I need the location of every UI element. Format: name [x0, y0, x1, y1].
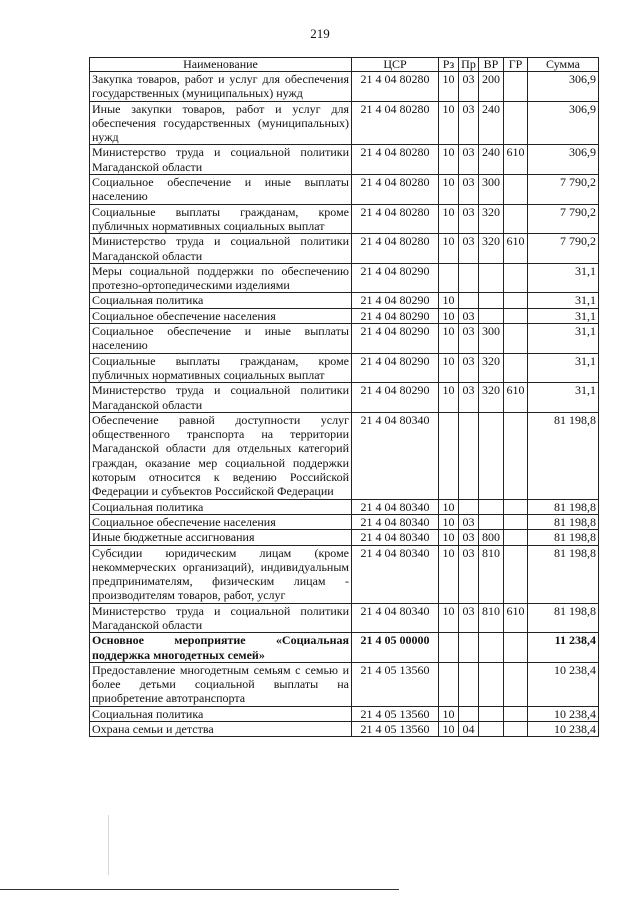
cell-name: Министерство труда и социальной политики Магаданской области	[90, 603, 352, 633]
cell-rz: 10	[439, 175, 459, 205]
cell-sum: 7 790,2	[528, 234, 599, 264]
cell-rz: 10	[439, 530, 459, 545]
cell-sum: 31,1	[528, 324, 599, 354]
cell-rz: 10	[439, 603, 459, 633]
cell-rz	[439, 412, 459, 499]
table-row	[90, 706, 599, 721]
cell-rz: 10	[439, 293, 459, 308]
cell-gr: 610	[504, 234, 528, 264]
cell-rz	[439, 263, 459, 293]
cell-csr: 21 4 04 80290	[352, 308, 439, 323]
cell-name: Основное мероприятие «Социальная поддержка многодетных семей»	[90, 633, 352, 663]
cell-pr: 04	[459, 722, 479, 737]
cell-vr: 320	[479, 383, 504, 413]
cell-rz: 10	[439, 324, 459, 354]
cell-name: Министерство труда и социальной политики Магаданской области	[90, 234, 352, 264]
cell-rz: 10	[439, 353, 459, 383]
cell-gr	[504, 514, 528, 529]
footer-rule	[0, 889, 399, 890]
table-row	[90, 530, 599, 545]
table-row	[90, 412, 599, 499]
cell-sum: 306,9	[528, 145, 599, 175]
cell-vr	[479, 706, 504, 721]
cell-csr: 21 4 04 80280	[352, 72, 439, 102]
cell-sum: 306,9	[528, 72, 599, 102]
cell-sum: 31,1	[528, 263, 599, 293]
column-header-gr: ГР	[504, 58, 528, 72]
cell-pr: 03	[459, 101, 479, 145]
cell-sum: 10 238,4	[528, 722, 599, 737]
table-row	[90, 72, 599, 102]
cell-csr: 21 4 04 80340	[352, 514, 439, 529]
cell-pr: 03	[459, 383, 479, 413]
cell-pr	[459, 263, 479, 293]
cell-pr: 03	[459, 324, 479, 354]
cell-vr	[479, 499, 504, 514]
cell-name: Предоставление многодетным семьям с семью и более детьми социальной выплаты на приобретение автотранспорта	[90, 662, 352, 706]
column-header-pr: Пр	[459, 58, 479, 72]
cell-rz: 10	[439, 204, 459, 234]
table-row	[90, 308, 599, 323]
cell-vr	[479, 263, 504, 293]
table-row	[90, 101, 599, 145]
table-row	[90, 722, 599, 737]
cell-csr: 21 4 05 00000	[352, 633, 439, 663]
cell-pr: 03	[459, 353, 479, 383]
cell-gr	[504, 353, 528, 383]
table-row	[90, 499, 599, 514]
cell-rz: 10	[439, 499, 459, 514]
cell-csr: 21 4 04 80290	[352, 383, 439, 413]
cell-csr: 21 4 04 80290	[352, 293, 439, 308]
cell-rz	[439, 662, 459, 706]
cell-vr: 320	[479, 204, 504, 234]
budget-table	[89, 57, 599, 737]
cell-sum: 31,1	[528, 293, 599, 308]
cell-name: Охрана семьи и детства	[90, 722, 352, 737]
cell-vr	[479, 514, 504, 529]
cell-name: Социальное обеспечение и иные выплаты населению	[90, 175, 352, 205]
cell-sum: 10 238,4	[528, 662, 599, 706]
table-row	[90, 662, 599, 706]
cell-rz: 10	[439, 308, 459, 323]
cell-name: Иные бюджетные ассигнования	[90, 530, 352, 545]
cell-pr	[459, 412, 479, 499]
cell-name: Социальное обеспечение населения	[90, 514, 352, 529]
table-body	[90, 72, 599, 737]
cell-rz: 10	[439, 383, 459, 413]
cell-pr	[459, 499, 479, 514]
cell-gr	[504, 706, 528, 721]
cell-pr: 03	[459, 234, 479, 264]
cell-csr: 21 4 04 80340	[352, 545, 439, 603]
cell-vr: 240	[479, 145, 504, 175]
scan-artifact-line	[108, 815, 109, 875]
cell-name: Социальная политика	[90, 706, 352, 721]
cell-gr	[504, 633, 528, 663]
cell-pr: 03	[459, 72, 479, 102]
cell-vr	[479, 308, 504, 323]
cell-vr: 320	[479, 353, 504, 383]
cell-sum: 81 198,8	[528, 603, 599, 633]
cell-sum: 31,1	[528, 383, 599, 413]
table-row	[90, 145, 599, 175]
table-row	[90, 383, 599, 413]
cell-gr: 610	[504, 603, 528, 633]
cell-rz: 10	[439, 722, 459, 737]
cell-pr: 03	[459, 308, 479, 323]
cell-vr: 800	[479, 530, 504, 545]
cell-sum: 81 198,8	[528, 412, 599, 499]
cell-sum: 81 198,8	[528, 530, 599, 545]
cell-gr: 610	[504, 383, 528, 413]
cell-gr	[504, 662, 528, 706]
table-row	[90, 514, 599, 529]
cell-name: Обеспечение равной доступности услуг общественного транспорта на территории Магаданской области для отдельных категорий граждан, оказание мер социальной поддержки которым относится к ведению Российской Федерации и субъектов Российской Федерации	[90, 412, 352, 499]
cell-vr: 240	[479, 101, 504, 145]
cell-csr: 21 4 04 80280	[352, 101, 439, 145]
cell-vr: 810	[479, 603, 504, 633]
cell-name: Социальные выплаты гражданам, кроме публичных нормативных социальных выплат	[90, 353, 352, 383]
cell-sum: 10 238,4	[528, 706, 599, 721]
cell-vr	[479, 662, 504, 706]
cell-vr: 810	[479, 545, 504, 603]
cell-gr	[504, 101, 528, 145]
table-row	[90, 633, 599, 663]
cell-sum: 7 790,2	[528, 204, 599, 234]
cell-sum: 11 238,4	[528, 633, 599, 663]
cell-sum: 31,1	[528, 308, 599, 323]
cell-name: Социальное обеспечение и иные выплаты населению	[90, 324, 352, 354]
cell-vr	[479, 633, 504, 663]
cell-csr: 21 4 04 80290	[352, 263, 439, 293]
cell-gr	[504, 722, 528, 737]
cell-name: Социальная политика	[90, 499, 352, 514]
cell-gr	[504, 499, 528, 514]
cell-csr: 21 4 04 80280	[352, 204, 439, 234]
cell-name: Закупка товаров, работ и услуг для обеспечения государственных (муниципальных) нужд	[90, 72, 352, 102]
cell-name: Субсидии юридическим лицам (кроме некоммерческих организаций), индивидуальным предпринимателям, физическим лицам - производителям товаров, работ, услуг	[90, 545, 352, 603]
cell-vr	[479, 293, 504, 308]
cell-name: Министерство труда и социальной политики Магаданской области	[90, 145, 352, 175]
page-number: 219	[310, 26, 330, 41]
table-row	[90, 293, 599, 308]
cell-csr: 21 4 04 80340	[352, 499, 439, 514]
cell-pr	[459, 706, 479, 721]
cell-gr	[504, 293, 528, 308]
cell-gr	[504, 412, 528, 499]
cell-sum: 81 198,8	[528, 545, 599, 603]
cell-gr	[504, 324, 528, 354]
table-row	[90, 234, 599, 264]
cell-gr	[504, 263, 528, 293]
column-header-csr: ЦСР	[352, 58, 439, 72]
cell-pr: 03	[459, 530, 479, 545]
cell-csr: 21 4 04 80280	[352, 145, 439, 175]
cell-rz: 10	[439, 706, 459, 721]
cell-sum: 81 198,8	[528, 514, 599, 529]
cell-vr	[479, 722, 504, 737]
cell-pr: 03	[459, 603, 479, 633]
cell-pr	[459, 662, 479, 706]
column-header-vr: ВР	[479, 58, 504, 72]
cell-name: Министерство труда и социальной политики Магаданской области	[90, 383, 352, 413]
cell-vr: 200	[479, 72, 504, 102]
cell-rz: 10	[439, 101, 459, 145]
cell-gr: 610	[504, 145, 528, 175]
cell-pr: 03	[459, 545, 479, 603]
table-row	[90, 353, 599, 383]
cell-csr: 21 4 04 80280	[352, 234, 439, 264]
cell-gr	[504, 308, 528, 323]
cell-csr: 21 4 04 80280	[352, 175, 439, 205]
cell-gr	[504, 204, 528, 234]
cell-sum: 31,1	[528, 353, 599, 383]
cell-csr: 21 4 04 80340	[352, 603, 439, 633]
cell-gr	[504, 175, 528, 205]
cell-pr: 03	[459, 204, 479, 234]
cell-rz: 10	[439, 145, 459, 175]
cell-vr: 300	[479, 324, 504, 354]
cell-csr: 21 4 05 13560	[352, 722, 439, 737]
cell-pr	[459, 633, 479, 663]
cell-csr: 21 4 04 80290	[352, 324, 439, 354]
cell-rz: 10	[439, 514, 459, 529]
table-row	[90, 603, 599, 633]
cell-rz	[439, 633, 459, 663]
table-row	[90, 263, 599, 293]
cell-pr: 03	[459, 145, 479, 175]
cell-csr: 21 4 04 80290	[352, 353, 439, 383]
cell-pr: 03	[459, 514, 479, 529]
cell-csr: 21 4 05 13560	[352, 706, 439, 721]
cell-csr: 21 4 05 13560	[352, 662, 439, 706]
cell-rz: 10	[439, 545, 459, 603]
table-row	[90, 175, 599, 205]
cell-rz: 10	[439, 72, 459, 102]
cell-sum: 306,9	[528, 101, 599, 145]
column-header-sum: Сумма	[528, 58, 599, 72]
cell-sum: 81 198,8	[528, 499, 599, 514]
cell-gr	[504, 545, 528, 603]
cell-name: Социальная политика	[90, 293, 352, 308]
column-header-name: Наименование	[90, 58, 352, 72]
cell-name: Социальные выплаты гражданам, кроме публичных нормативных социальных выплат	[90, 204, 352, 234]
cell-vr: 300	[479, 175, 504, 205]
cell-rz: 10	[439, 234, 459, 264]
cell-name: Иные закупки товаров, работ и услуг для обеспечения государственных (муниципальных) нужд	[90, 101, 352, 145]
table-row	[90, 324, 599, 354]
cell-vr: 320	[479, 234, 504, 264]
table-header-row	[90, 58, 599, 72]
cell-csr: 21 4 04 80340	[352, 412, 439, 499]
cell-csr: 21 4 04 80340	[352, 530, 439, 545]
cell-name: Меры социальной поддержки по обеспечению протезно-ортопедическими изделиями	[90, 263, 352, 293]
column-header-rz: Рз	[439, 58, 459, 72]
cell-pr: 03	[459, 175, 479, 205]
cell-gr	[504, 72, 528, 102]
cell-sum: 7 790,2	[528, 175, 599, 205]
table-row	[90, 204, 599, 234]
cell-pr	[459, 293, 479, 308]
cell-vr	[479, 412, 504, 499]
table-row	[90, 545, 599, 603]
cell-gr	[504, 530, 528, 545]
cell-name: Социальное обеспечение населения	[90, 308, 352, 323]
